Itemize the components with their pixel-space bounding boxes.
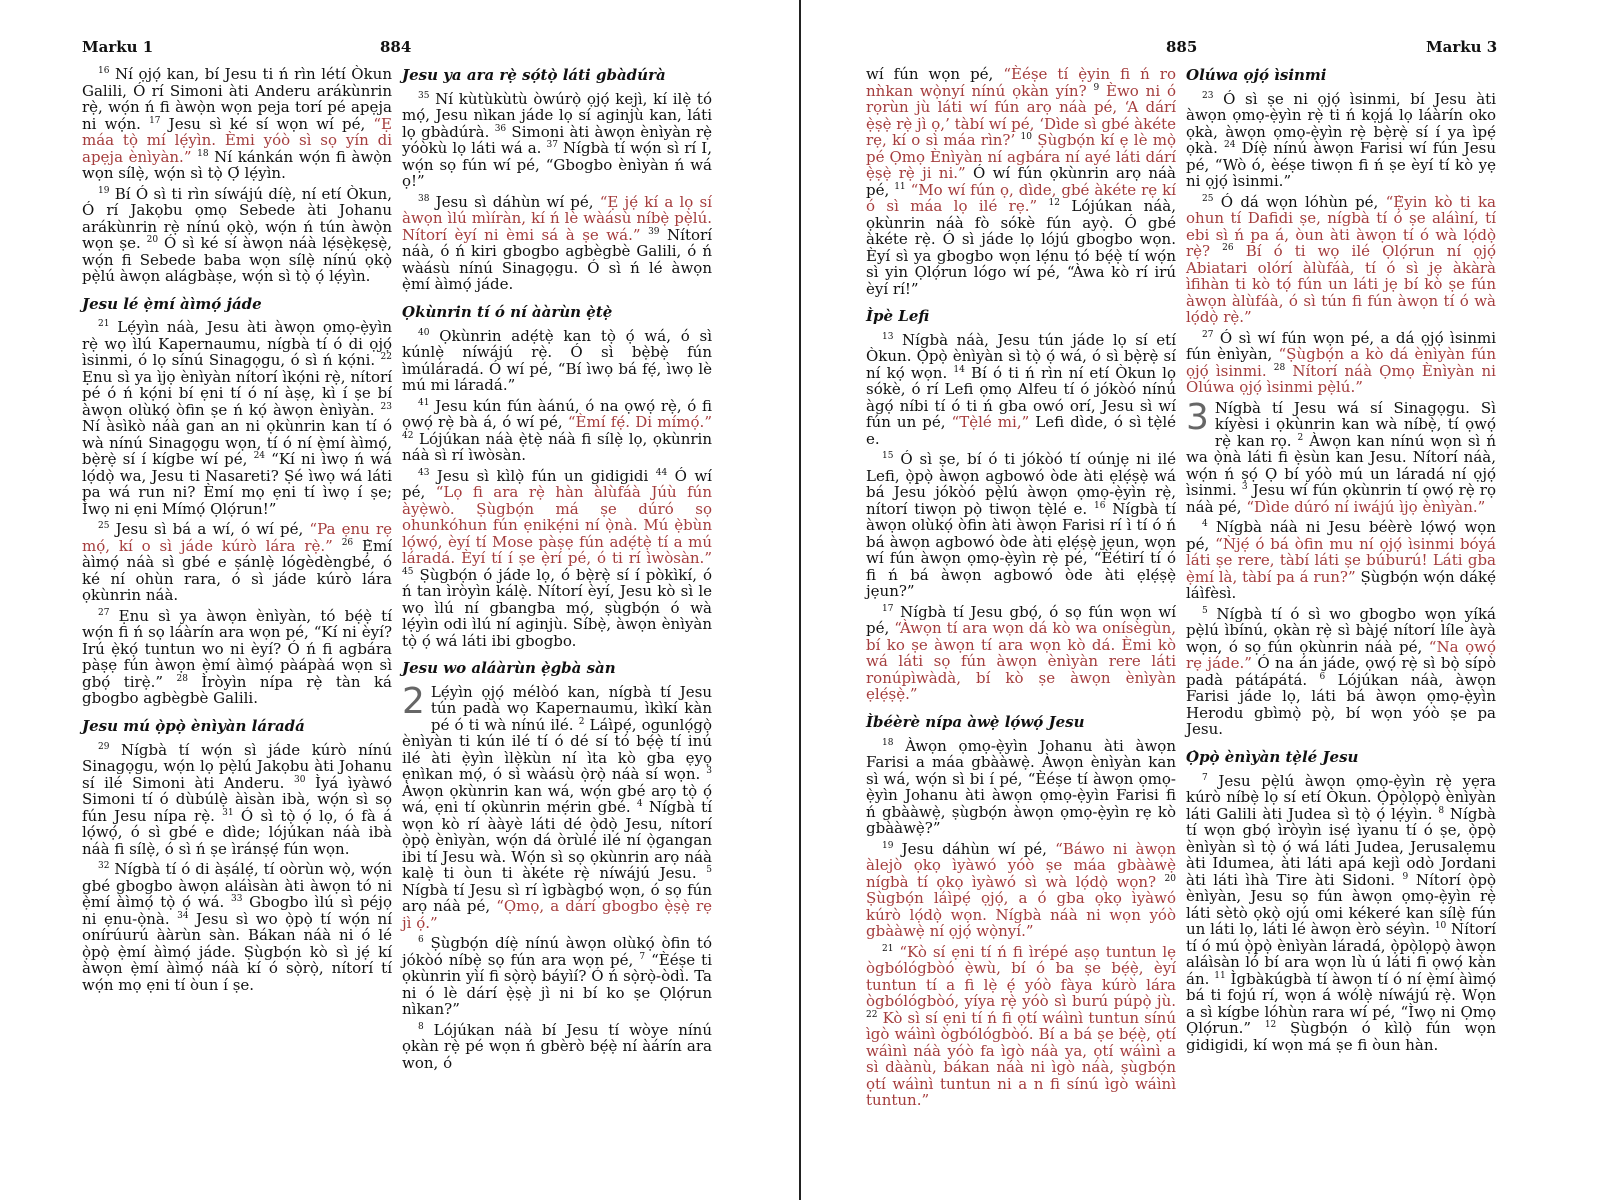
right-page-column-2 [1186,66,1496,1057]
words-of-jesus: “Mo wí fún ọ, dìde, gbé àkéte rẹ kí ó sì máa lọ ilé rẹ.” [866,180,1177,215]
verse-paragraph [1186,194,1496,326]
verse-text: Ní kánkán wọ́n fi àwọ̀n wọn sílẹ̀, wọ́n sì tọ̀ Ọ́ lẹ́yìn. [82,147,392,182]
verse-text: Lẹ́yìn náà, Jesu àti àwọn ọmọ-ẹ̀yìn rẹ̀ wọ ìlú Kapernaumu, nígbà tí ó di ọjọ́ ìsinmi, ó lọ sínú Sinagọgu, ó sì ń kọ́ni. [82,318,392,370]
verse-text: Jesu sì bá a wí, ó wí pé, [109,520,310,539]
verse-number: 38 [418,193,430,204]
verse-number: 19 [882,840,894,851]
verse-number: 9 [1093,82,1100,93]
verse-text: Nígbà tí wọ́n sì rí I, wọ́n sọ fún wí pé, “Gbogbo ènìyàn ń wá ọ!” [402,139,712,191]
verse-paragraph [82,742,392,858]
verse-number: 3 [1241,482,1248,493]
verse-number: 8 [1438,805,1445,816]
verse-number: 40 [418,327,430,338]
verse-number: 21 [98,319,110,330]
verse-number: 14 [953,364,965,375]
verse-text: Lójúkan náà, ọkùnrin náà fò sókè fún ayọ̀. Ó gbé àkéte rẹ̀. Ó sì jáde lọ lójú gbogbo wọn. Èyí sì ya gbogbo wọn lẹ́nu tó bẹ́ẹ̀ tí wọ́n sì yin Ọlọ́run lógo wí pé, “Àwa kò rí irú èyí rí!” [866,197,1176,298]
left-page-column-1 [82,66,392,997]
verse-number: 9 [1402,871,1409,882]
verse-text [1037,197,1048,215]
words-of-jesus: “Èmí fẹ́. Di mímọ́.” [567,413,712,431]
verse-text: Ó wí fún ọkùnrin arọ náà pé, [866,164,1176,199]
words-of-jesus: “Ẹ̀yin kò ti ka ohun tí Dafidi ṣe, nígbà tí ó ṣe aláìní, tí ebi sì ń pa á, òun àti àwọn tí ó wà lọ́dọ̀ rẹ̀? [1186,192,1496,261]
verse-number: 45 [402,566,414,577]
verse-paragraph [402,328,712,394]
verse-text: Ìgbàkúgbà tí àwọn tí ó ní ẹ̀mí àìmọ́ bá ti fojú rí, wọn á wólẹ̀ níwájú rẹ̀. Wọn a sì kígbe lóhùn rara wí pé, “Ìwọ ni Ọmọ Ọlọ́run.” [1186,969,1497,1037]
verse-text: Jesu sì kìlọ̀ fún un gidigidi [429,466,656,485]
words-of-jesus: “Kò sí ẹni tí ń fi ìrépé aṣọ tuntun lẹ ògbólógbòó ẹ̀wù, bí ó ba ṣe bẹ́ẹ̀, èyí tuntun tí a fi lẹ̀ ẹ́ yóò fàya kúrò lára ògbólógbòó, yíya rẹ̀ yóò sì burú púpọ̀ jù. [866,942,1176,1010]
verse-text: Àwọn ọmọ-ẹ̀yìn Johanu àti àwọn Farisi a máa gbààwẹ̀. Àwọn ènìyàn kan sì wá, wọ́n sì bi í pé, “Èéṣe tí àwọn ọmọ-ẹ̀yìn Johanu àti àwọn ọmọ-ẹ̀yìn Farisi fi ń gbààwẹ̀, ṣùgbọ́n àwọn ọmọ-ẹ̀yìn rẹ kò gbààwẹ̀?” [866,736,1176,837]
verse-paragraph [1186,773,1496,1054]
verse-number: 36 [494,123,507,134]
verse-text: Nítorí ọ̀pọ̀ ènìyàn, Jesu sọ fún àwọn ọmọ-ẹ̀yìn rẹ̀ láti sètò ọkọ̀ ojú omi kékeré kan sílẹ̀ fún un láti lọ, láti lé àwọn èrò séyìn. [1186,870,1496,938]
verse-paragraph [82,608,392,707]
verse-text: Ṣùgbọ́n wọ́n dákẹ́ láìfèsì. [1186,567,1496,603]
verse-number: 19 [98,185,110,196]
verse-text: Bí ó ti ń rìn ní etí Òkun lọ sókè, ó rí Lefi ọmọ Alfeu tí ó jókòó nínú àgọ́ níbi tí ó ti ń gba owó orí, Jesu sì wí fún un pé, [866,363,1177,432]
verse-text: Jesu kún fún àánú, ó na ọwọ́ rẹ̀, ó fi ọwọ́ rẹ̀ bà á, ó wí pé, [402,396,712,431]
verse-paragraph [866,944,1176,1109]
left-page [0,0,790,1200]
verse-number: 6 [418,935,424,946]
verse-text: Nígbà tí wọn kò rí ààyè láti dé ọ̀dọ̀ Jesu, nítorí ọ̀pọ̀ ènìyàn, wọ́n dá òrùlé ilé ní ọ̀gangan ibi tí Jesu wà. Wọ́n sì sọ ọkùnrin arọ náà kalẹ̀ ti òun ti àkéte rẹ̀ níwájú Jesu. [402,798,713,883]
verse-number: 12 [1264,1020,1277,1030]
verse-paragraph [1186,606,1496,738]
verse-number: 3 [706,766,712,777]
verse-text: Jesu wí fún ọkùnrin tí ọwọ́ rẹ̀ rọ náà pé, [1186,481,1496,516]
verse-text: Ìyá ìyàwó Simoni tí ó dùbúlẹ̀ àìsàn ibà, wọ́n sì sọ fún Jesu nípa rẹ̀. [82,773,392,825]
verse-text: Nígbà tí wọn gbọ́ ìròyìn isẹ́ ìyanu tí ó ṣe, ọ̀pọ̀ ènìyàn sì tọ̀ ọ́ wá láti Judea, Jerusalẹmu àti Idumea, àti láti apá kejì odò Jordani àti láti ìhà Tire àti Sidoni. [1186,804,1496,889]
verse-number: 18 [882,737,894,748]
left-page-column-2 [402,66,712,1075]
words-of-jesus: Èwo ni ó rọrùn jù láti wí fún arọ náà pé, ‘A dárí ẹ̀ṣẹ̀ rẹ̀ jì ọ,’ tàbí wí pé, ‘Dìde sì gbé àkéte rẹ, kí o sì máa rìn?’ [866,81,1176,149]
section-heading: Jesu mú ọ̀pọ̀ ènìyàn láradá [82,716,305,735]
verse-text: Ní àsìkò náà gan an ni ọkùnrin kan tí ó wà nínú Sinagọgu wọn, tí ó ní ẹ̀mí àìmọ́, bẹ̀rẹ̀ sí í kígbe wí pé, [82,417,392,469]
verse-text: Bí Ó sì ti rìn síwájú díẹ̀, ní etí Òkun, Ó rí Jakọbu ọmọ Sebede àti Johanu arákùnrin rẹ̀ nínú ọkọ̀, wọ́n ń tún àwọ̀n wọn ṣe. [82,184,392,252]
right-page-column-1 [866,66,1176,1113]
verse-text: Ọkùnrin adẹ́tẹ̀ kan tọ̀ ọ́ wá, ó sì kúnlẹ̀ níwájú rẹ̀. Ó sì bẹ̀bẹ̀ fún ìmúláradá. Ó wí pé, “Bí ìwọ bá fẹ́, ìwọ lè mú mi láradá.” [402,326,712,394]
verse-paragraph [866,332,1176,448]
section-heading: Jesu lé ẹ̀mí àìmọ́ jáde [82,294,262,313]
words-of-jesus: “Lọ fi ara rẹ̀ hàn àlùfáà Júù fún àyẹ̀wò. Ṣùgbọ́n má ṣe dúró sọ ohunkóhun fún ẹnikẹ́ni ní ọ̀nà. Mú ẹ̀bùn lọ́wọ́, èyí tí Mose pàṣẹ fún adẹ́tẹ̀ tí a mú láradá. Èyí tí í ṣe ẹ̀rí pé, ó ti rí ìwòsàn.” [402,483,712,567]
verse-text: Jesu sì ké sí wọn wí pé, [160,114,374,133]
verse-text: Jesu pẹ̀lú àwọn ọmọ-ẹ̀yìn rẹ̀ yẹra kúrò níbẹ̀ lọ sí etí Òkun. Ọ̀pọ̀lọpọ̀ ènìyàn láti Galili àti Judea sì tọ̀ ọ́ lẹ́yìn. [1186,771,1496,823]
verse-text: Díẹ̀ nínú àwọn Farisi wí fún Jesu pé, “Wò ó, èéṣe tiwọn fi ń ṣe èyí tí kò yẹ ni ọjọ́ ìsinmi.” [1186,139,1496,191]
words-of-jesus: “Àwọn tí ara wọn dá kò wa onísègùn, bí ko ṣe àwọn tí ara wọn kò dá. Èmi kò wá láti sọ fún àwọn ènìyàn rere láti ronúpìwàdà, bí kò ṣe àwọn ènìyàn ẹlẹ́ṣẹ̀.” [866,619,1177,704]
verse-paragraph [82,186,392,285]
verse-number: 12 [1048,198,1060,208]
verse-number: 15 [882,451,894,462]
verse-text: Ó sì ṣe ni ọjọ́ ìsinmi, bí Jesu àti àwọn ọmọ-ẹ̀yìn rẹ̀ ti ń kọjá lọ láàrín oko ọkà, àwọn ọmọ-ẹ̀yìn rẹ̀ bẹ̀rẹ̀ sí í ya ìpẹ́ ọkà. [1186,89,1496,158]
verse-number: 8 [418,1021,424,1032]
page-number: 884 [380,38,412,56]
verse-number: 16 [1094,500,1106,511]
words-of-jesus: “Ẹ jẹ́ kí a lọ sí àwọn ìlú mìíràn, kí ń lè wàásù níbẹ̀ pẹ̀lú. Nítorí èyí ni èmi sá à ṣe wá.” [402,192,712,244]
verse-paragraph [402,194,712,293]
verse-number: 29 [98,741,110,752]
verse-number: 43 [418,467,430,478]
verse-text: Ní ọjọ́ kan, bí Jesu ti ń rìn létí Òkun Galili, Ó rí Simoni àti Anderu arákùnrin rẹ̀, wọ́n ń fi àwọ̀n wọn peja torí pé apẹja ni wọ́n. [82,65,392,133]
verse-text: Simoni àti àwọn ènìyàn rẹ̀ yóòkù lọ láti wá a. [402,122,713,158]
verse-number: 28 [176,673,188,684]
verse-text: Ṣùgbọ́n díẹ̀ nínú àwọn olùkọ́ òfin tó jókòó níbẹ̀ sọ fún ara wọn pé, [402,934,712,969]
words-of-jesus: Bí ó ti wọ ilé Ọlọ́run ní ọjọ́ Abiatari olórí àlùfáà, tí ó sì jẹ àkàrà ìfihàn ti kò tọ́ fún un láti jẹ bí kò ṣe fún àwọn àlùfáà, ó sì tún fi fún àwọn tí ó wà lọ́dọ̀ rẹ̀.” [1186,242,1497,327]
verse-text: Jesu sì wo ọ̀pọ̀ tí wọ́n ní onírúurú ààrùn sàn. Bákan náà ni ó lé ọ̀pọ̀ ẹ̀mí àìmọ́ jáde. Ṣùgbọ́n kò sì jẹ́ kí àwọn ẹ̀mí àìmọ́ náà kí ó sọ̀rọ̀, nítorí tí wọ́n mọ ẹni tí òun í ṣe. [82,909,392,994]
verse-number: 31 [222,807,234,818]
verse-paragraph [402,398,712,464]
verse-number: 23 [1202,90,1214,101]
verse-text: “Kí ni ìwọ ń wá lọ́dọ̀ wa, Jesu ti Nasareti? Ṣé ìwọ wá láti pa wá run ni? Èmí mọ ẹni tí ìwọ í ṣe; Ìwọ ni ẹni Mímọ́ Ọlọ́run!” [82,450,392,518]
verse-number: 6 [1319,671,1326,682]
words-of-jesus: Ṣùgbọ́n láìpẹ́ ọjọ́, a ó gba ọkọ ìyàwó kúrò lọ́dọ̀ wọn. Nígbà náà ni wọn yóò gbààwẹ̀ ní ọjọ́ wọ̀nyí.” [866,889,1176,940]
verse-number: 25 [1202,193,1214,204]
verse-text: Ó sì wí fún wọn pé, a dá ọjọ́ ìsinmi fún ènìyàn, [1186,328,1496,364]
verse-number: 32 [98,861,110,871]
verse-number: 21 [882,943,894,954]
verse-number: 7 [1202,772,1208,783]
words-of-jesus: “Na ọwọ́ rẹ jáde.” [1186,637,1497,673]
verse-text: Nítorí tí ó mú ọ̀pọ̀ ènìyàn láradá, ọ̀pọ̀lọpọ̀ àwọn aláìsàn ló bí ara wọn lù ú láti fi ọwọ́ kàn án. [1186,920,1496,988]
verse-paragraph [82,521,392,604]
section-heading: Ọ̀pọ̀ ènìyàn tẹ̀lé Jesu [1186,747,1359,766]
verse-number: 30 [293,774,306,785]
verse-number: 4 [636,799,643,810]
words-of-jesus: Ṣùgbọ́n kí ẹ lè mọ̀ pé Ọmọ Ènìyàn ní agbára ní ayé láti dárí ẹ̀ṣẹ̀ rẹ̀ ji ni.” [866,131,1176,182]
verse-number: 22 [866,1009,878,1020]
verse-text: Ó wí pé, [402,466,712,501]
verse-text: Lẹ́yìn ọjọ́ mélòó kan, nígbà tí Jesu tún padà wọ Kapernaumu, ìkìkí kàn pé ó ti wà nínú ilé. [430,682,712,734]
verse-number: 2 [1297,432,1304,443]
verse-text: Àwọn ọkùnrin kan wá, wọ́n gbé arọ tọ̀ ọ́ wá, ẹni tí ọkùnrin mẹ́rin gbé. [402,781,712,817]
verse-text: Ó dá wọn lóhùn pé, [1213,192,1386,211]
running-head-book: Marku 3 [1426,38,1498,56]
verse-text: Nígbà náà, Jesu tún jáde lọ sí etí Òkun. Ọ̀pọ̀ ènìyàn sì tọ̀ ọ́ wá, ó sì bẹ̀rẹ̀ sí ní kọ́ wọn. [866,330,1176,382]
verse-text: Jesu dáhùn wí pé, [893,839,1056,858]
verse-number: 7 [639,951,646,962]
verse-paragraph [402,468,712,650]
verse-text: Nígbà tí àwọn olùkọ́ òfin àti àwọn Farisi rí ì tí ó ń bá àwọn agbowó òde àti ẹlẹ́ṣẹ̀ jẹun, wọn wí fún àwọn ọmọ-ẹ̀yìn rẹ̀ pé, “Èétirí tí ó fi ń bá àwọn agbowó òde àti ẹlẹ́ṣẹ̀ jẹun?” [866,499,1176,601]
verse-number: 28 [1273,362,1286,373]
verse-text: Jesu sì dáhùn wí pé, [429,192,600,211]
verse-text: Ó sì ké sí àwọn náà lẹ́sẹ̀kẹsẹ̀, wọ́n fi Sebede baba wọn sílẹ̀ nínú ọkọ̀ pẹ̀lú àwọn alágbàṣe, wọ́n sì tọ̀ ọ́ lẹ́yìn. [82,234,392,285]
verse-paragraph [1186,519,1496,602]
verse-text: Ó sì ṣe, bí ó ti jókòó tí oúnjẹ ni ilé Lefi, ọ̀pọ̀ àwọn agbowó òde àti ẹlẹ́ṣẹ̀ wá bá Jesu jókòó pẹ̀lú àwọn ọmọ-ẹ̀yìn rẹ̀, nítorí tiwọn pọ̀ tiwọn tẹ̀lé e. [866,450,1176,518]
verse-number: 23 [380,401,392,412]
verse-number: 20 [1164,873,1176,884]
section-heading: Jesu wo aláàrùn ẹ̀gbà sàn [402,659,616,677]
chapter-paragraph [402,680,713,932]
verse-paragraph [866,66,1176,297]
page-gutter [799,0,801,1200]
verse-number: 27 [1202,329,1214,340]
verse-text: Lójúkan náà ẹ̀tẹ̀ náà fi sílẹ̀ lọ, ọkùnrin náà sì rí ìwòsàn. [402,429,712,464]
verse-number: 44 [655,467,668,478]
verse-text [333,537,342,555]
page-number: 885 [1166,38,1198,56]
verse-text: Ẹ̀mí àìmọ́ náà sì gbé e ṣánlẹ̀ lógèdèngbé, ó ké ní ohùn rara, ó sì jáde kúrò lára ọkùnrin náà. [82,536,392,605]
chapter-number: 2 [402,680,425,722]
verse-text: Ẹnu sì ya ìjọ ènìyàn nítorí ìkọ́ni rẹ̀, nítorí pé ó ń kọ́ni bí ẹni tí ó ní àṣẹ, kì í ṣe bí àwọn olùkọ́ òfin ṣe ń kọ́ àwọn ènìyàn. [82,367,392,419]
words-of-jesus: “Pa ẹnu rẹ mọ́, kí o sì jáde kúrò lára rẹ̀.” [82,520,393,555]
verse-number: 11 [1214,970,1226,981]
verse-number: 5 [706,865,712,876]
verse-text: Ṣùgbọ́n ó jáde lọ, ó bẹ̀rẹ̀ sí í pòkìkí, ó ń tan ìròyìn kálẹ̀. Nítorí èyí, Jesu kò sì le wọ ìlú ní gbangba mọ́, ṣùgbọ́n ó wà lẹ́yìn odi ìlú ní aginjù. Síbẹ̀, àwọn ènìyàn tọ̀ ọ́ wá láti ibi gbogbo. [402,565,712,650]
verse-text: Lójúkan náà bí Jesu tí wòye nínú ọkàn rẹ̀ pé wọn ń gbèrò bẹ́ẹ̀ ní àárín ara won, ó [402,1020,712,1072]
words-of-jesus: “Ẹ máa tọ̀ mí lẹ́yìn. Èmi yóò sì sọ yín di apẹja ènìyàn.” [82,114,393,166]
verse-number: 41 [418,397,430,408]
words-of-jesus: “Èéṣe tí ẹ̀yin fi ń ro nǹkan wọ̀nyí nínú ọkàn yín? [866,65,1176,100]
verse-number: 26 [341,537,354,548]
verse-number: 27 [98,607,110,618]
words-of-jesus: “Ọmọ, a dárí gbogbo ẹ̀ṣẹ̀ rẹ jì ọ́.” [402,897,712,932]
verse-text: Láìpẹ́, ogunlọ́gọ̀ ènìyàn ti kún ilé tí ó dé sí tó bẹ́ẹ̀ tí inú ilé àti ẹ̀yìn ìlẹ̀kùn ní ìta kò gba ẹyọ ẹnìkan mọ́, ó sì wàásù ọ̀rọ̀ náà sí wọn. [402,715,712,784]
words-of-jesus: “Tẹ̀lé mi,” [951,413,1030,432]
verse-number: 4 [1202,519,1208,530]
verse-text: Ìròyìn nípa rẹ̀ tàn ká gbogbo agbègbè Galili. [82,672,392,708]
verse-number: 20 [146,235,159,245]
words-of-jesus: Kò sì sí ẹni tí ń fi ọtí wáìnì tuntun sínú ìgò wáìnì ògbólógbòó. Bí a bá ṣe bẹ́ẹ̀, ọtí wáìnì náà yóò fa ìgò náà ya, ọtí wáìnì a sì dàànù, bákan náà ni ìgò náà, ṣùgbọ́n ọtí wáìnì tuntun ni a n fi sínú ìgò wáìnì tuntun.” [866,1008,1176,1109]
verse-text: Ó na án jáde, ọwọ́ rẹ̀ sì bọ̀ sípò padà pátápátá. [1186,654,1496,689]
verse-text: Àwọn kan nínú wọn sì ń wa ọ̀nà láti fi ẹ̀sùn kan Jesu. Nítorí náà, wọ́n ń ṣọ́ Ọ bí yóò mú un láradá ní ọjọ́ ìsinmi. [1186,431,1496,500]
section-heading: Ìpè Lefi [866,307,930,325]
verse-number: 17 [882,603,894,614]
verse-paragraph [866,451,1176,600]
section-heading: Ìbéèrè nípa àwẹ̀ lọ́wọ́ Jesu [866,712,1085,731]
verse-number: 25 [98,521,110,532]
verse-number: 34 [177,910,189,921]
verse-text: Ó sì tọ̀ ọ́ lọ, ó fà á lọ́wọ́, ó sì gbé e dìde; lójúkan náà ibà náà fi sílẹ̀, ó sì ń ṣe ìránṣẹ́ fún wọn. [82,806,393,858]
verse-paragraph [82,66,392,182]
verse-paragraph [82,861,392,993]
verse-number: 33 [231,894,243,904]
verse-text: Ní kùtùkùtù òwúrọ̀ ọjọ́ kejì, kí ilẹ̀ tó mọ́, Jesu nìkan jáde lọ sí aginjù kan, láti lọ gbàdúrà. [402,89,712,141]
verse-paragraph [866,841,1176,940]
verse-text: Gbogbo ìlú sì péjọ ni ẹnu-ọ̀nà. [82,893,392,928]
verse-number: 10 [1020,132,1032,142]
words-of-jesus: “Dìde dúró ní iwájú ìjọ ènìyàn.” [1246,497,1486,516]
section-heading: Olúwa ọjọ́ ìsinmi [1186,66,1327,84]
verse-number: 42 [402,430,414,441]
words-of-jesus: “Ǹjẹ́ ó bá òfin mu ní ọjọ́ ìsinmi bóyá láti ṣe rere, tàbí láti ṣe búburú! Láti gba ẹ̀mí là, tàbí pa á run?” [1186,534,1497,586]
right-page [810,0,1600,1200]
verse-paragraph [1186,330,1496,396]
verse-text: Nígbà tí ó di àṣálẹ́, tí oòrùn wọ̀, wọ́n gbé gbogbo àwọn aláìsàn àti àwọn tó ni ẹ̀mí àìmọ́ tọ̀ ọ́ wá. [82,860,392,911]
verse-text: Nígbà náà ni Jesu béèrè lọ́wọ́ wọn pé, [1186,518,1496,553]
verse-text: “Èéṣe ti ọkùnrin yìí fi sọ̀rọ̀ báyìí? Ó ń sọ̀rọ̀-òdì. Ta ni ó lè dárí ẹ̀ṣẹ̀ jì ni bí ko ṣe Ọlọ́run nìkan?” [402,950,712,1019]
section-heading: Ọkùnrin tí ó ní ààrùn ẹ̀tẹ̀ [402,302,613,321]
verse-number: 18 [197,148,209,159]
words-of-jesus: “Báwo ni àwọn àlejò ọkọ ìyàwó yóò ṣe máa gbààwẹ̀ nígbà tí ọkọ ìyàwó sì wà lọ́dọ̀ wọn? [866,839,1176,891]
verse-text: Nígbà tí Jesu gbọ́, ó sọ fún wọn wí pé, [866,602,1176,638]
verse-text: Ẹnu sì ya àwọn ènìyàn, tó bẹ́ẹ̀ tí wọ́n fi ń sọ láàrín ara wọn pé, “Kí ni èyí? Irú ẹ̀kọ́ tuntun wo ni èyí? Ó ń fi agbára pàṣẹ fún àwọn ẹ̀mí àìmọ́ pàápàá wọn sì gbọ́ tirẹ̀.” [82,606,392,691]
verse-paragraph [402,91,712,190]
verse-text: Lójúkan náà, àwọn Farisi jáde lọ, láti bá àwọn ọmọ-ẹ̀yìn Herodu gbìmọ̀ pọ̀, bí wọn yóò ṣe pa Jesu. [1186,670,1496,739]
verse-paragraph [1186,91,1496,190]
verse-number: 22 [380,352,392,363]
verse-number: 2 [578,716,585,727]
verse-number: 24 [253,451,266,462]
verse-number: 39 [648,226,660,237]
verse-number: 35 [418,90,430,101]
verse-paragraph [866,738,1176,837]
verse-paragraph [82,319,392,517]
verse-text: Nígbà tí ó sì wo gbogbo wọn yíká pẹ̀lú ìbínú, ọkàn rẹ̀ sì bàjẹ́ nítorí líle àyà wọn, ó sọ fún ọkùnrin náà pé, [1186,604,1496,656]
running-head-book: Marku 1 [82,38,154,56]
verse-number: 10 [1434,921,1447,931]
chapter-paragraph [1186,396,1496,516]
words-of-jesus: Nítorí náà Ọmọ Ènìyàn ni Olúwa ọjọ́ ìsinmi pẹ̀lú.” [1186,361,1496,397]
verse-paragraph [866,604,1176,703]
verse-number: 13 [882,331,894,342]
section-heading: Jesu ya ara rẹ̀ sọ́tọ̀ láti gbàdúrà [402,66,666,84]
verse-paragraph [402,935,712,1018]
verse-text: Nígbà tí Jesu wá sí Sinagọgu. Sì kíyèsi i ọkùnrin kan wà níbẹ̀, tí ọwọ́ rẹ̀ kan rọ. [1214,398,1496,450]
verse-number: 16 [98,66,110,76]
verse-number: 5 [1202,605,1208,616]
verse-text: wí fún wọn pé, [866,65,1004,83]
verse-text: Ṣùgbọ́n ó kìlọ̀ fún wọn gidigidi, kí wọn má ṣe fi òun hàn. [1186,1019,1496,1054]
verse-text: Nítorí náà, ó ń kiri gbogbo agbègbè Galili, ó ń wàásù nínú Sinagọgu. Ó sì ń lé àwọn ẹ̀mí àìmọ́ jáde. [402,225,712,294]
verse-number: 11 [894,181,906,192]
verse-number: 37 [546,140,558,151]
verse-number: 24 [1223,140,1236,151]
verse-paragraph [402,1022,712,1072]
verse-text [641,226,649,244]
verse-text: Lefi dìde, ó sì tẹ̀lé e. [866,413,1177,448]
words-of-jesus: “Ṣùgbọ́n a kò dá ènìyàn fún ọjọ́ ìsinmi. [1186,345,1496,380]
verse-text: Nígbà tí wọ́n sì jáde kúrò nínú Sinagọgu, wọ́n lọ pẹ̀lú Jakọbu àti Johanu sí ilé Simoni àti Anderu. [82,740,392,792]
verse-text: Nígbà tí Jesu sì rí ìgbàgbọ́ wọn, ó sọ fún arọ náà pé, [402,880,712,916]
chapter-number: 3 [1186,396,1209,438]
verse-number: 17 [149,115,161,126]
verse-number: 26 [1222,243,1234,254]
